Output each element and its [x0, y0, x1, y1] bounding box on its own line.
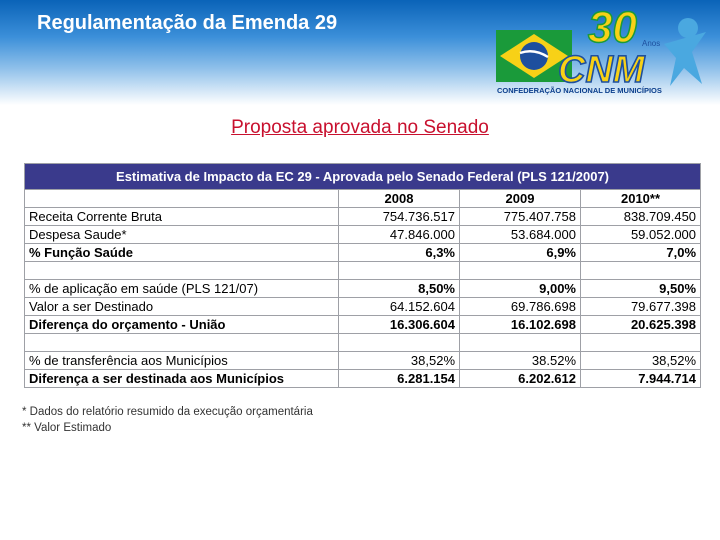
svg-text:CNM: CNM — [558, 49, 645, 91]
row-value: 838.709.450 — [581, 208, 701, 226]
table-header-row — [25, 190, 701, 208]
header-cell-2008: 2008 — [339, 190, 460, 208]
row-value: 7,0% — [581, 244, 701, 262]
row-value: 775.407.758 — [460, 208, 581, 226]
row-value: 6.202.612 — [460, 370, 581, 388]
table-row — [25, 334, 701, 352]
table-row — [25, 262, 701, 280]
row-label: % de aplicação em saúde (PLS 121/07) — [25, 280, 339, 298]
row-value: 53.684.000 — [460, 226, 581, 244]
table-row — [25, 352, 701, 370]
row-value: 59.052.000 — [581, 226, 701, 244]
row-value — [581, 334, 701, 352]
row-value: 38.52% — [460, 352, 581, 370]
row-label — [25, 262, 339, 280]
table-row — [25, 370, 701, 388]
logo-caption: CONFEDERAÇÃO NACIONAL DE MUNICÍPIOS — [497, 86, 662, 95]
table-row — [25, 244, 701, 262]
table-row — [25, 298, 701, 316]
table-row — [25, 208, 701, 226]
row-label: % Função Saúde — [25, 244, 339, 262]
row-value: 16.102.698 — [460, 316, 581, 334]
table-title: Estimativa de Impacto da EC 29 - Aprovada pelo Senado Federal (PLS 121/2007) — [25, 164, 701, 190]
row-value: 69.786.698 — [460, 298, 581, 316]
svg-text:30: 30 — [588, 3, 637, 52]
row-value: 6,3% — [339, 244, 460, 262]
footnotes — [22, 404, 313, 436]
footnote-1: * Dados do relatório resumido da execução orçamentária — [22, 406, 313, 418]
row-value: 79.677.398 — [581, 298, 701, 316]
table-row — [25, 226, 701, 244]
row-value: 9,50% — [581, 280, 701, 298]
header-cell-2010: 2010** — [581, 190, 701, 208]
row-value: 16.306.604 — [339, 316, 460, 334]
row-label — [25, 334, 339, 352]
svg-text:Anos: Anos — [642, 39, 661, 48]
row-value: 47.846.000 — [339, 226, 460, 244]
row-value — [581, 262, 701, 280]
footnote-2: ** Valor Estimado — [22, 422, 112, 434]
row-value: 754.736.517 — [339, 208, 460, 226]
row-value: 9,00% — [460, 280, 581, 298]
row-label: Diferença a ser destinada aos Municípios — [25, 370, 339, 388]
slide-subtitle: Proposta aprovada no Senado — [231, 117, 489, 138]
row-label: Receita Corrente Bruta — [25, 208, 339, 226]
row-value: 20.625.398 — [581, 316, 701, 334]
slide-title: Regulamentação da Emenda 29 — [37, 12, 338, 34]
row-label: Diferença do orçamento - União — [25, 316, 339, 334]
impact-table — [24, 163, 701, 388]
row-value — [339, 262, 460, 280]
header-cell-empty — [25, 190, 339, 208]
person-icon — [678, 18, 698, 38]
row-label: Despesa Saude* — [25, 226, 339, 244]
row-value — [339, 334, 460, 352]
row-label: Valor a ser Destinado — [25, 298, 339, 316]
row-value: 7.944.714 — [581, 370, 701, 388]
table-row — [25, 280, 701, 298]
header-cell-2009: 2009 — [460, 190, 581, 208]
row-value: 8,50% — [339, 280, 460, 298]
row-value: 64.152.604 — [339, 298, 460, 316]
row-value — [460, 334, 581, 352]
row-value: 38,52% — [339, 352, 460, 370]
row-value — [460, 262, 581, 280]
row-value: 6,9% — [460, 244, 581, 262]
row-label: % de transferência aos Municípios — [25, 352, 339, 370]
table-title-row — [25, 164, 701, 190]
table-row — [25, 316, 701, 334]
row-value: 38,52% — [581, 352, 701, 370]
row-value: 6.281.154 — [339, 370, 460, 388]
